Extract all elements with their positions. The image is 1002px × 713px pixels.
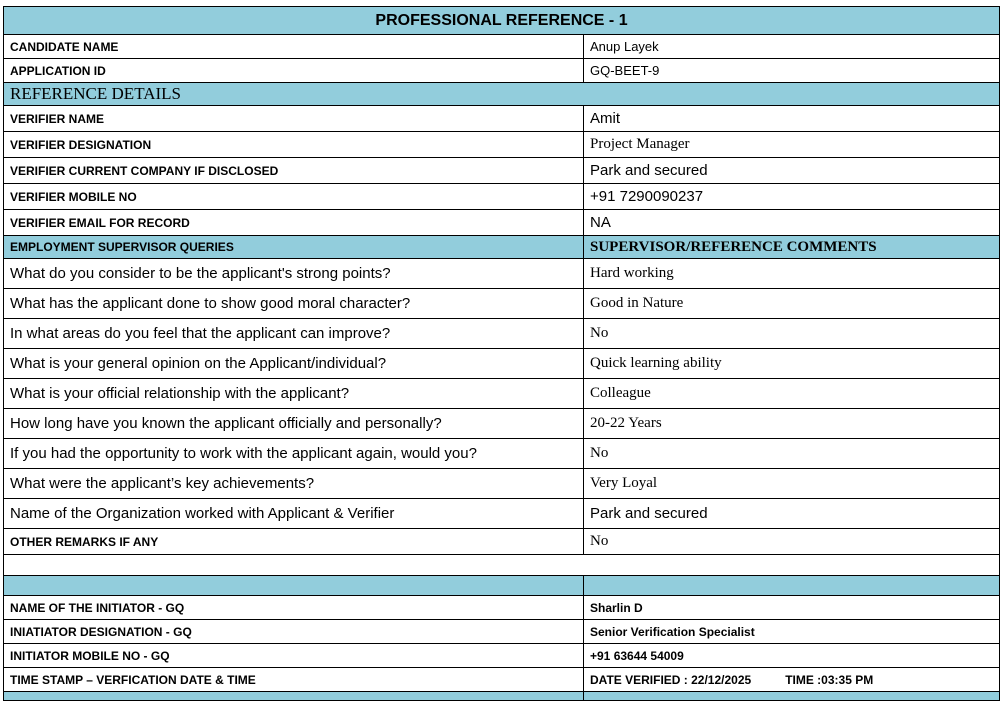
initiator-mobile-value: +91 63644 54009	[584, 644, 1000, 668]
queries-header-right: SUPERVISOR/REFERENCE COMMENTS	[584, 236, 1000, 259]
query-answer: Good in Nature	[584, 289, 1000, 319]
application-id-row	[4, 59, 1000, 83]
verifier-email-value: NA	[584, 210, 1000, 236]
other-remarks-label: OTHER REMARKS IF ANY	[4, 529, 584, 555]
queries-header-left: EMPLOYMENT SUPERVISOR QUERIES	[4, 236, 584, 259]
title-row	[4, 7, 1000, 35]
initiator-designation-label: INIATIATOR DESIGNATION - GQ	[4, 620, 584, 644]
verifier-designation-label: VERIFIER DESIGNATION	[4, 132, 584, 158]
timestamp-row	[4, 668, 1000, 692]
reference-details-header-row	[4, 83, 1000, 106]
query-answer: Quick learning ability	[584, 349, 1000, 379]
query-row	[4, 439, 1000, 469]
query-row	[4, 349, 1000, 379]
bottom-band-right	[584, 692, 1000, 701]
verifier-company-label: VERIFIER CURRENT COMPANY IF DISCLOSED	[4, 158, 584, 184]
candidate-name-value: Anup Layek	[584, 35, 1000, 59]
application-id-label: APPLICATION ID	[4, 59, 584, 83]
bottom-band-left	[4, 692, 584, 701]
query-question: What has the applicant done to show good moral character?	[4, 289, 584, 319]
query-question: What were the applicant’s key achievements?	[4, 469, 584, 499]
query-question: In what areas do you feel that the applicant can improve?	[4, 319, 584, 349]
timestamp-label: TIME STAMP – VERFICATION DATE & TIME	[4, 668, 584, 692]
query-row	[4, 499, 1000, 529]
query-answer: Park and secured	[584, 499, 1000, 529]
initiator-name-row	[4, 596, 1000, 620]
band-separator-left	[4, 576, 584, 596]
reference-details-heading: REFERENCE DETAILS	[4, 83, 1000, 106]
queries-header-row	[4, 236, 1000, 259]
time-verified-text: TIME :03:35 PM	[785, 672, 874, 687]
query-row	[4, 409, 1000, 439]
query-question: What is your official relationship with the applicant?	[4, 379, 584, 409]
query-question: How long have you known the applicant officially and personally?	[4, 409, 584, 439]
reference-sheet	[3, 6, 999, 701]
date-verified-text: DATE VERIFIED : 22/12/2025	[590, 672, 752, 687]
blank-spacer	[4, 555, 1000, 576]
query-row	[4, 289, 1000, 319]
query-row	[4, 319, 1000, 349]
query-row	[4, 259, 1000, 289]
query-question: Name of the Organization worked with Applicant & Verifier	[4, 499, 584, 529]
verifier-email-label: VERIFIER EMAIL FOR RECORD	[4, 210, 584, 236]
query-row	[4, 379, 1000, 409]
initiator-designation-row	[4, 620, 1000, 644]
query-answer: Very Loyal	[584, 469, 1000, 499]
initiator-designation-value: Senior Verification Specialist	[584, 620, 1000, 644]
initiator-name-value: Sharlin D	[584, 596, 1000, 620]
verifier-mobile-value: +91 7290090237	[584, 184, 1000, 210]
verifier-designation-value: Project Manager	[584, 132, 1000, 158]
query-question: If you had the opportunity to work with the applicant again, would you?	[4, 439, 584, 469]
band-separator-row	[4, 576, 1000, 596]
query-answer: No	[584, 319, 1000, 349]
verifier-name-label: VERIFIER NAME	[4, 106, 584, 132]
query-answer: 20-22 Years	[584, 409, 1000, 439]
other-remarks-value: No	[584, 529, 1000, 555]
query-row	[4, 469, 1000, 499]
verifier-company-row	[4, 158, 1000, 184]
band-separator-right	[584, 576, 1000, 596]
verifier-designation-row	[4, 132, 1000, 158]
candidate-name-label: CANDIDATE NAME	[4, 35, 584, 59]
verifier-name-value: Amit	[584, 106, 1000, 132]
timestamp-value	[584, 668, 1000, 692]
bottom-band-row	[4, 692, 1000, 701]
reference-table	[3, 6, 1000, 701]
query-question: What is your general opinion on the Applicant/individual?	[4, 349, 584, 379]
query-answer: No	[584, 439, 1000, 469]
candidate-name-row	[4, 35, 1000, 59]
initiator-name-label: NAME OF THE INITIATOR - GQ	[4, 596, 584, 620]
query-question: What do you consider to be the applicant's strong points?	[4, 259, 584, 289]
query-answer: Colleague	[584, 379, 1000, 409]
other-remarks-row	[4, 529, 1000, 555]
verifier-email-row	[4, 210, 1000, 236]
verifier-company-value: Park and secured	[584, 158, 1000, 184]
query-answer: Hard working	[584, 259, 1000, 289]
verifier-name-row	[4, 106, 1000, 132]
verifier-mobile-label: VERIFIER MOBILE NO	[4, 184, 584, 210]
page-title: PROFESSIONAL REFERENCE - 1	[4, 7, 1000, 35]
spacer-row	[4, 555, 1000, 576]
verifier-mobile-row	[4, 184, 1000, 210]
application-id-value: GQ-BEET-9	[584, 59, 1000, 83]
initiator-mobile-label: INITIATOR MOBILE NO - GQ	[4, 644, 584, 668]
initiator-mobile-row	[4, 644, 1000, 668]
